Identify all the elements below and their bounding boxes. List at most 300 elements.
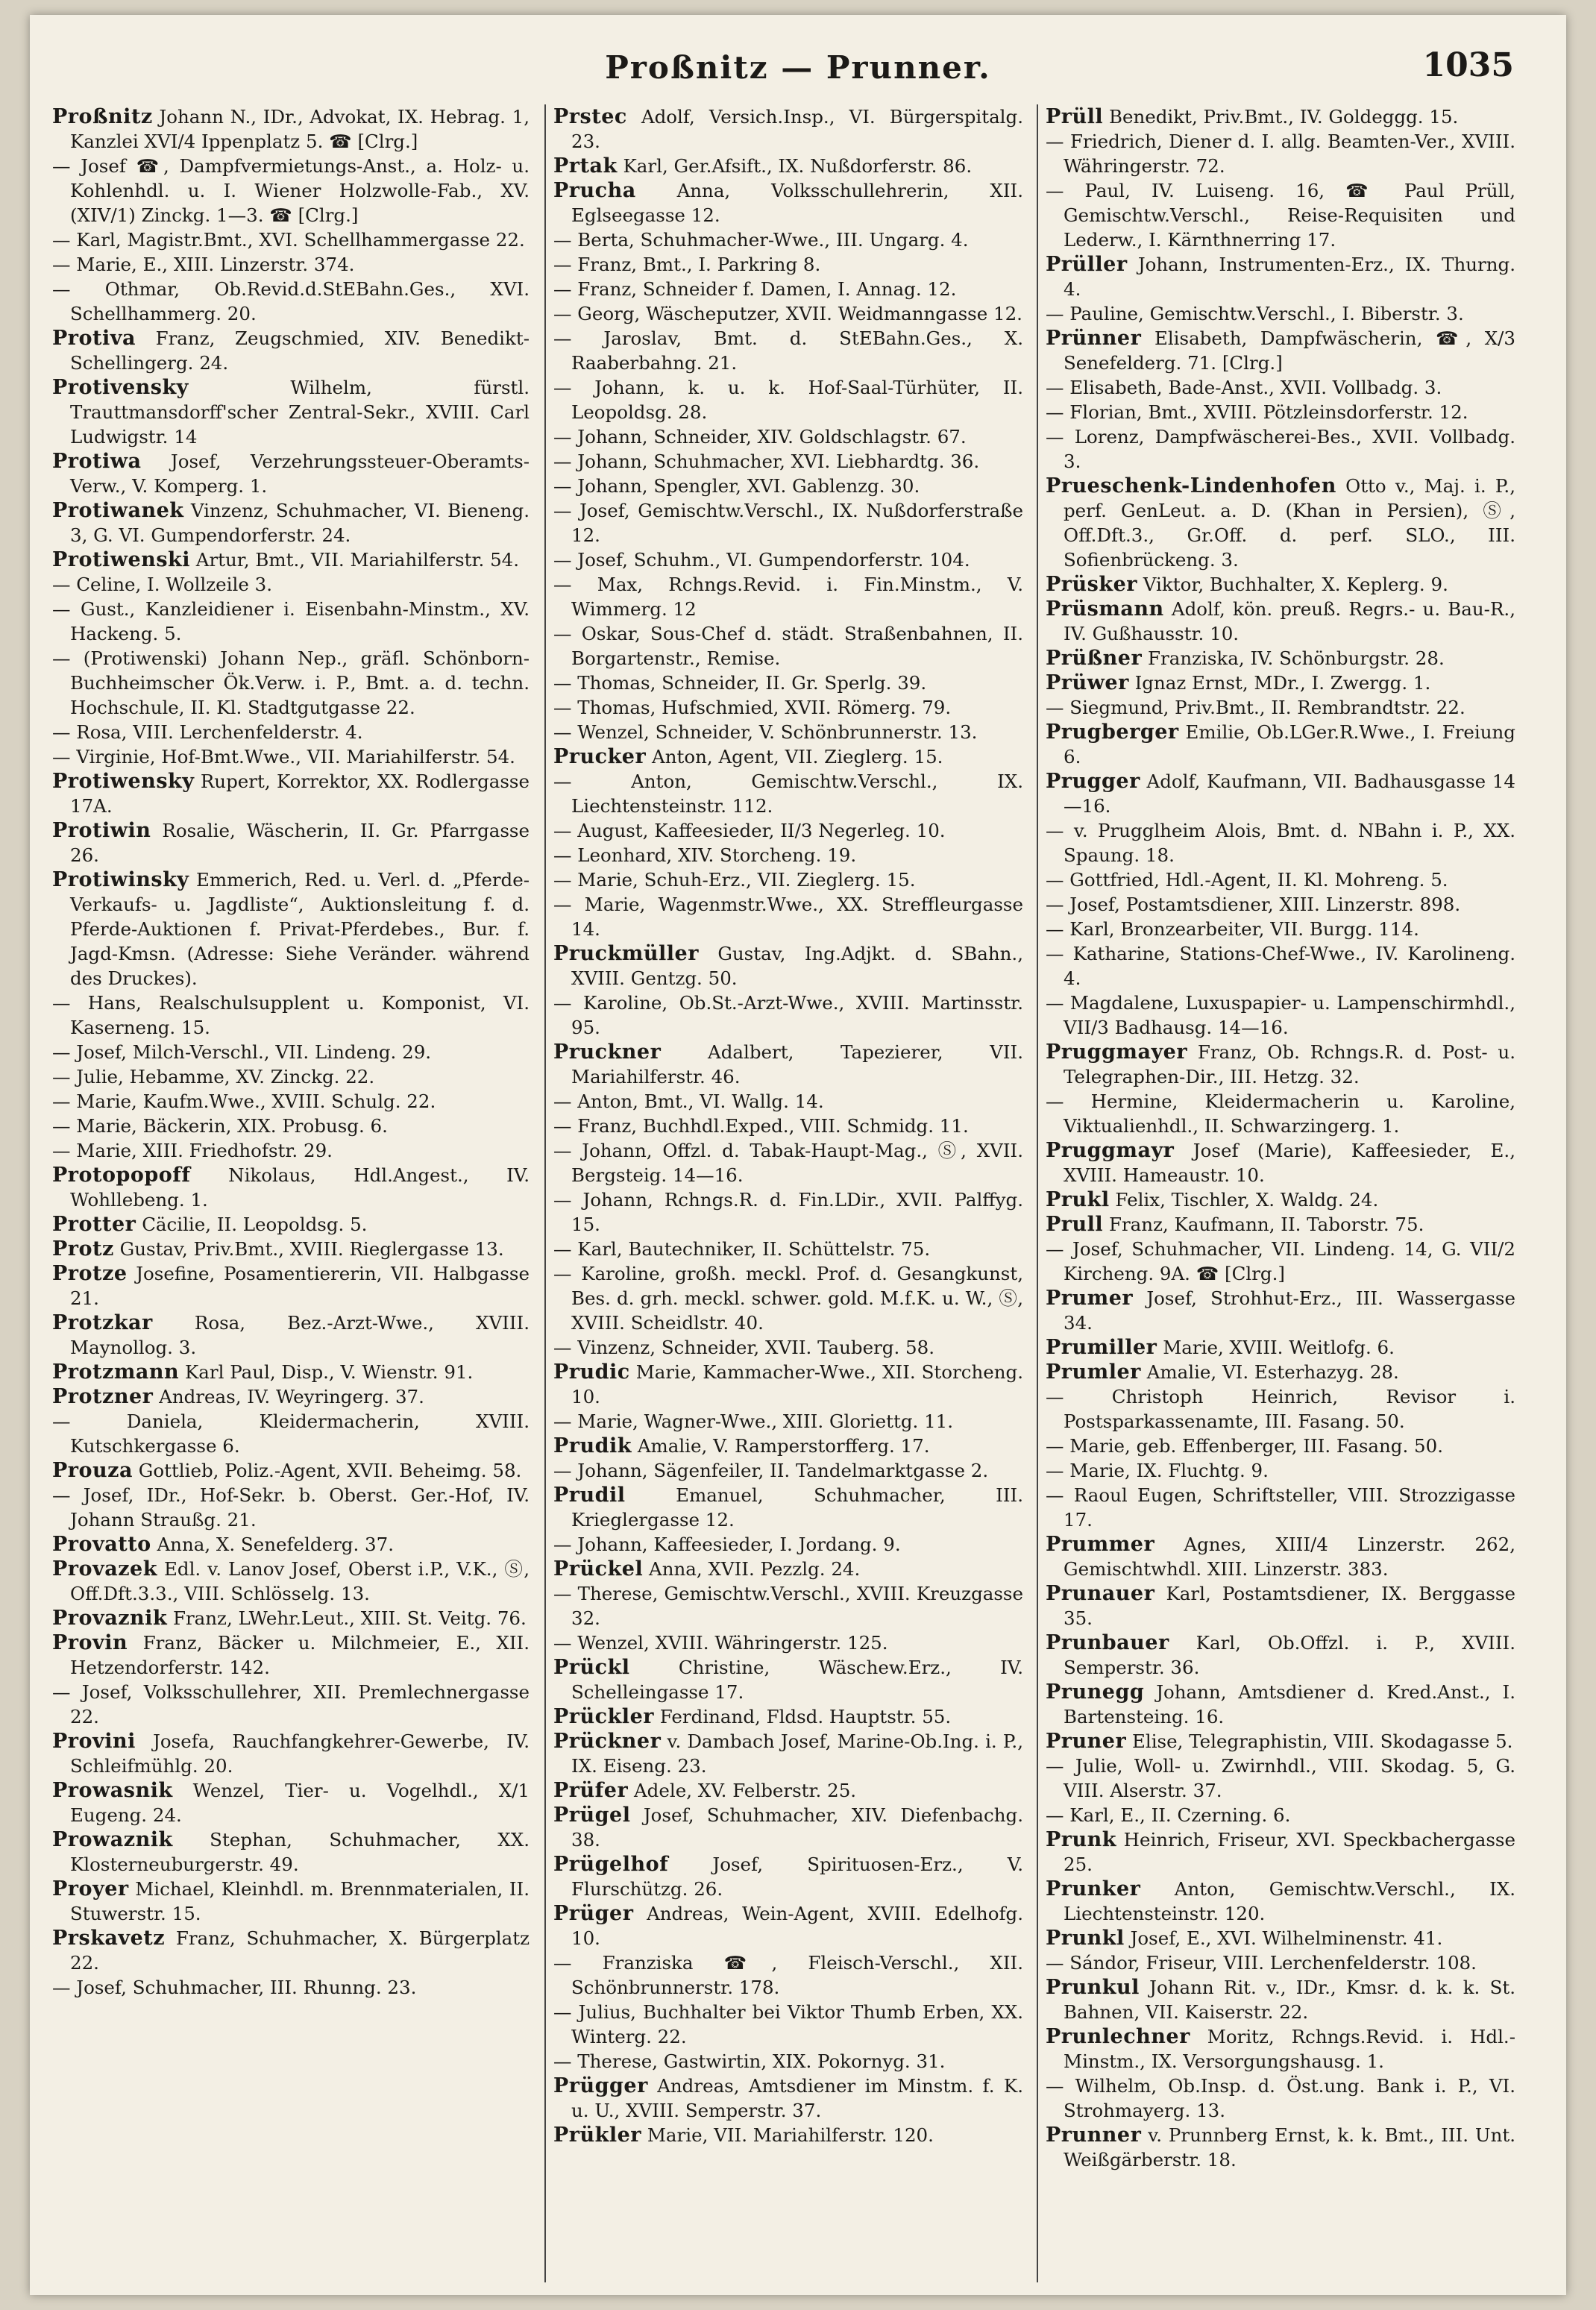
- directory-entry: [52, 1040, 530, 1064]
- entry-details: Marie, Kammacher-Wwe., XII. Storcheng. 10.: [571, 1361, 1023, 1407]
- directory-entry: [553, 1729, 1023, 1778]
- entry-details: — Katharine, Stations-Chef-Wwe., IV. Karolineng. 4.: [1046, 943, 1515, 989]
- directory-entry: [52, 1680, 530, 1729]
- entry-details: — Gust., Kanzleidiener i. Eisenbahn-Minstm., XV. Hackeng. 5.: [52, 598, 530, 644]
- entry-details: Anton, Gemischtw.Verschl., IX. Liechtensteinstr. 120.: [1064, 1878, 1515, 1924]
- directory-entry: [52, 1384, 530, 1409]
- entry-details: Amalie, V. Ramperstorfferg. 17.: [637, 1435, 930, 1457]
- entry-details: Johann N., IDr., Advokat, IX. Hebrag. 1, Kanzlei XVI/4 Ippenplatz 5. ☎ [Clrg.]: [70, 106, 530, 152]
- directory-entry: [553, 375, 1023, 424]
- entry-details: — August, Kaffeesieder, II/3 Negerleg. 10.: [553, 820, 946, 841]
- entry-surname: Prüsmann: [1046, 597, 1164, 621]
- directory-entry: [52, 1237, 530, 1261]
- directory-entry: [553, 1261, 1023, 1335]
- directory-entry: [52, 1606, 530, 1631]
- directory-entry: [553, 769, 1023, 818]
- entry-surname: Prückler: [553, 1705, 654, 1728]
- directory-entry: [553, 991, 1023, 1040]
- entry-details: Elisabeth, Dampfwäscherin, ☎, X/3 Senefelderg. 71. [Clrg.]: [1064, 327, 1515, 374]
- directory-entry: [553, 695, 1023, 720]
- directory-entry: [553, 1901, 1023, 1950]
- directory-entry: [1046, 1926, 1515, 1950]
- directory-entry: [1046, 1458, 1515, 1483]
- entry-surname: Prüfer: [553, 1779, 629, 1802]
- directory-entry: [1046, 1680, 1515, 1729]
- entry-details: — Marie, Bäckerin, XIX. Probusg. 6.: [52, 1115, 388, 1137]
- entry-surname: Protiwensky: [52, 770, 195, 793]
- directory-entry: [52, 646, 530, 720]
- directory-entry: [1046, 1877, 1515, 1926]
- entry-details: — Marie, Kaufm.Wwe., XVIII. Schulg. 22.: [52, 1090, 436, 1112]
- directory-entry: [553, 941, 1023, 991]
- entry-details: — (Protiwenski) Johann Nep., gräfl. Schönborn-Buchheimscher Ök.Verw. i. P., Bmt. a. d. techn. Hochschule, II. Kl. Stadtgutgasse 22.: [52, 647, 530, 718]
- entry-details: — Leonhard, XIV. Storcheng. 19.: [553, 844, 857, 866]
- page-header: [30, 36, 1566, 103]
- directory-entry: [553, 1360, 1023, 1409]
- directory-entry: [553, 277, 1023, 301]
- entry-details: — Marie, E., XIII. Linzerstr. 374.: [52, 254, 355, 275]
- directory-entry: [553, 449, 1023, 474]
- entry-details: — Marie, Schuh-Erz., VII. Zieglerg. 15.: [553, 869, 916, 891]
- entry-details: — Josef ☎, Dampfvermietungs-Anst., a. Holz- u. Kohlenhdl. u. I. Wiener Holzwolle-Fab., XV. (XIV/1) Zinckg. 1—3. ☎ [Clrg.]: [52, 155, 530, 226]
- entry-details: — Daniela, Kleidermacherin, XVIII. Kutschkergasse 6.: [52, 1410, 530, 1457]
- entry-details: Viktor, Buchhalter, X. Keplerg. 9.: [1143, 574, 1448, 595]
- entry-surname: Protzkar: [52, 1311, 153, 1334]
- entry-details: v. Dambach Josef, Marine-Ob.Ing. i. P., IX. Eiseng. 23.: [571, 1730, 1023, 1777]
- entry-surname: Prunbauer: [1046, 1631, 1169, 1654]
- entry-details: Adele, XV. Felberstr. 25.: [633, 1780, 857, 1801]
- directory-entry: [553, 2000, 1023, 2049]
- directory-entry: [52, 1827, 530, 1877]
- directory-entry: [553, 1852, 1023, 1901]
- entry-details: Gottlieb, Poliz.-Agent, XVII. Beheimg. 58.: [138, 1460, 522, 1481]
- directory-entry: [52, 1458, 530, 1483]
- directory-entry: [52, 104, 530, 154]
- directory-entry: [553, 1187, 1023, 1237]
- entry-details: Adolf, Versich.Insp., VI. Bürgerspitalg. 23.: [571, 106, 1023, 152]
- entry-surname: Provin: [52, 1631, 128, 1654]
- entry-details: — Johann, Sägenfeiler, II. Tandelmarktgasse 2.: [553, 1460, 989, 1481]
- directory-entry: [553, 547, 1023, 572]
- entry-details: Anton, Agent, VII. Zieglerg. 15.: [652, 746, 943, 768]
- entry-surname: Pruggmayer: [1046, 1041, 1188, 1064]
- entry-surname: Protter: [52, 1213, 136, 1236]
- entry-surname: Prukl: [1046, 1188, 1110, 1211]
- entry-surname: Prüsker: [1046, 573, 1137, 596]
- entry-details: Karl Paul, Disp., V. Wienstr. 91.: [184, 1361, 474, 1383]
- directory-entry: [553, 1409, 1023, 1434]
- entry-surname: Prunlechner: [1046, 2025, 1190, 2048]
- directory-entry: [1046, 400, 1515, 424]
- entry-details: — Berta, Schuhmacher-Wwe., III. Ungarg. 4.: [553, 229, 969, 251]
- entry-details: Andreas, IV. Weyringerg. 37.: [159, 1386, 424, 1407]
- directory-entry: [553, 1483, 1023, 1532]
- entry-details: — Johann, Spengler, XVI. Gablenzg. 30.: [553, 475, 920, 497]
- entry-details: Josef, Schuhmacher, XIV. Diefenbachg. 38.: [571, 1804, 1023, 1851]
- entry-details: — Marie, IX. Fluchtg. 9.: [1046, 1460, 1269, 1481]
- entry-details: Felix, Tischler, X. Waldg. 24.: [1115, 1189, 1379, 1211]
- entry-details: — Johann, Schneider, XIV. Goldschlagstr. 67.: [553, 426, 967, 448]
- entry-surname: Provini: [52, 1730, 136, 1753]
- entry-surname: Prückl: [553, 1656, 630, 1679]
- entry-details: — Wenzel, XVIII. Währingerstr. 125.: [553, 1632, 888, 1654]
- entry-surname: Prumler: [1046, 1360, 1141, 1384]
- entry-surname: Prückner: [553, 1730, 662, 1753]
- directory-entry: [52, 744, 530, 769]
- entry-details: — Josef, Volksschullehrer, XII. Premlechnergasse 22.: [52, 1681, 530, 1727]
- directory-entry: [1046, 1212, 1515, 1237]
- directory-entry: [553, 1237, 1023, 1261]
- entry-surname: Protze: [52, 1262, 128, 1285]
- directory-entry: [52, 1138, 530, 1163]
- directory-entry: [553, 621, 1023, 671]
- directory-entry: [1046, 1803, 1515, 1827]
- directory-entry: [553, 498, 1023, 547]
- entry-details: — Jaroslav, Bmt. d. StEBahn.Ges., X. Raaberbahng. 21.: [553, 327, 1023, 374]
- directory-entry: [553, 1089, 1023, 1114]
- entry-surname: Prugger: [1046, 770, 1140, 793]
- entry-surname: Prull: [1046, 1213, 1104, 1236]
- entry-details: Marie, VII. Mariahilferstr. 120.: [647, 2124, 934, 2146]
- directory-entry: [553, 1581, 1023, 1631]
- entry-details: — Franz, Schneider f. Damen, I. Annag. 12.: [553, 278, 957, 300]
- directory-entry: [52, 449, 530, 498]
- directory-entry: [553, 720, 1023, 744]
- entry-details: — Karl, Magistr.Bmt., XVI. Schellhammergasse 22.: [52, 229, 525, 251]
- directory-entry: [52, 375, 530, 449]
- entry-details: Franz, LWehr.Leut., XIII. St. Veitg. 76.: [172, 1607, 527, 1629]
- column-middle: [544, 104, 1023, 2282]
- directory-entry: [1046, 1138, 1515, 1187]
- directory-entry: [553, 1557, 1023, 1581]
- entry-details: Josef, E., XVI. Wilhelminenstr. 41.: [1130, 1927, 1443, 1949]
- entry-surname: Protiva: [52, 327, 136, 350]
- entry-details: — Karoline, Ob.St.-Arzt-Wwe., XVIII. Martinsstr. 95.: [553, 992, 1023, 1038]
- directory-entry: [52, 1114, 530, 1138]
- directory-entry: [52, 1729, 530, 1778]
- entry-details: — Celine, I. Wollzeile 3.: [52, 574, 272, 595]
- entry-surname: Prouza: [52, 1459, 133, 1482]
- entry-surname: Prudic: [553, 1360, 630, 1384]
- entry-details: Artur, Bmt., VII. Mariahilferstr. 54.: [195, 549, 520, 571]
- entry-details: Johann, Amtsdiener d. Kred.Anst., I. Bartensteing. 16.: [1064, 1681, 1515, 1727]
- entry-details: — Julius, Buchhalter bei Viktor Thumb Erben, XX. Winterg. 22.: [553, 2001, 1023, 2047]
- entry-details: Rupert, Korrektor, XX. Rodlergasse 17A.: [70, 770, 530, 817]
- directory-entry: [52, 1261, 530, 1311]
- entry-details: Gustav, Ing.Adjkt. d. SBahn., XVIII. Gentzg. 50.: [571, 943, 1023, 989]
- entry-details: — Raoul Eugen, Schriftsteller, VIII. Strozzigasse 17.: [1046, 1484, 1515, 1531]
- entry-details: — Gottfried, Hdl.-Agent, II. Kl. Mohreng. 5.: [1046, 869, 1448, 891]
- directory-entry: [52, 326, 530, 375]
- directory-entry: [553, 2074, 1023, 2123]
- directory-entry: [52, 867, 530, 991]
- entry-details: — v. Prugglheim Alois, Bmt. d. NBahn i. P., XX. Spaung. 18.: [1046, 820, 1515, 866]
- entry-details: Adolf, Kaufmann, VII. Badhausgasse 14—16.: [1064, 770, 1515, 817]
- entry-surname: Prunegg: [1046, 1680, 1145, 1704]
- entry-surname: Provaznik: [52, 1607, 168, 1630]
- entry-surname: Protiwa: [52, 450, 142, 473]
- entry-surname: Prunk: [1046, 1828, 1116, 1851]
- entry-surname: Prunner: [1046, 2124, 1142, 2147]
- directory-entry: [1046, 2024, 1515, 2074]
- entry-surname: Proßnitz: [52, 105, 153, 128]
- entry-details: Rosa, Bez.-Arzt-Wwe., XVIII. Maynollog. 3.: [70, 1312, 530, 1358]
- directory-entry: [52, 720, 530, 744]
- entry-surname: Prumiller: [1046, 1336, 1157, 1359]
- entry-details: Franz, Zeugschmied, XIV. Benedikt-Schellingerg. 24.: [70, 327, 530, 374]
- entry-details: — Julie, Woll- u. Zwirnhdl., VIII. Skodag. 5, G. VIII. Alserstr. 37.: [1046, 1755, 1515, 1801]
- directory-entry: [553, 1138, 1023, 1187]
- entry-details: Anna, XVII. Pezzlg. 24.: [649, 1558, 861, 1580]
- directory-entry: [1046, 1631, 1515, 1680]
- directory-entry: [1046, 1040, 1515, 1089]
- directory-entry: [1046, 941, 1515, 991]
- directory-entry: [553, 2049, 1023, 2074]
- directory-entry: [52, 1163, 530, 1212]
- entry-details: — Josef, Milch-Verschl., VII. Lindeng. 29.: [52, 1041, 432, 1063]
- entry-details: Adalbert, Tapezierer, VII. Mariahilferstr. 46.: [571, 1041, 1023, 1087]
- entry-details: Josefine, Posamentiererin, VII. Halbgasse 21.: [70, 1263, 530, 1309]
- directory-entry: [1046, 1975, 1515, 2024]
- directory-entry: [553, 1040, 1023, 1089]
- entry-surname: Protopopoff: [52, 1164, 191, 1187]
- entry-surname: Protivensky: [52, 376, 189, 399]
- directory-entry: [553, 1532, 1023, 1557]
- entry-surname: Prügger: [553, 2074, 648, 2097]
- entry-surname: Provatto: [52, 1533, 151, 1556]
- entry-details: — Florian, Bmt., XVIII. Pötzleinsdorferstr. 12.: [1046, 401, 1468, 423]
- directory-entry: [1046, 867, 1515, 892]
- entry-details: — Rosa, VIII. Lerchenfelderstr. 4.: [52, 721, 363, 743]
- entry-details: Franz, Schuhmacher, X. Bürgerplatz 22.: [70, 1927, 530, 1974]
- directory-entry: [1046, 917, 1515, 941]
- directory-entry: [1046, 1950, 1515, 1975]
- directory-entry: [1046, 1237, 1515, 1286]
- entry-details: — Thomas, Hufschmied, XVII. Römerg. 79.: [553, 697, 952, 718]
- entry-surname: Pruggmayr: [1046, 1139, 1175, 1162]
- entry-details: Marie, XVIII. Weitlofg. 6.: [1163, 1337, 1395, 1358]
- page-number: 1035: [1422, 46, 1514, 84]
- entry-details: — Marie, Wagenmstr.Wwe., XX. Streffleurgasse 14.: [553, 894, 1023, 940]
- entry-surname: Prüger: [553, 1902, 634, 1925]
- directory-entry: [1046, 2074, 1515, 2123]
- directory-entry: [1046, 129, 1515, 178]
- entry-details: Christine, Wäschew.Erz., IV. Schelleingasse 17.: [571, 1657, 1023, 1703]
- entry-details: — Marie, XIII. Friedhofstr. 29.: [52, 1140, 333, 1161]
- directory-entry: [52, 1975, 530, 2000]
- directory-entry: [1046, 646, 1515, 671]
- entry-details: Franz, Ob. Rchngs.R. d. Post- u. Telegraphen-Dir., III. Hetzg. 32.: [1064, 1041, 1515, 1087]
- entry-surname: Protzmann: [52, 1360, 180, 1384]
- entry-surname: Protiwin: [52, 819, 151, 842]
- entry-details: Stephan, Schuhmacher, XX. Klosterneuburgerstr. 49.: [70, 1829, 530, 1875]
- entry-details: Heinrich, Friseur, XVI. Speckbachergasse 25.: [1064, 1829, 1515, 1875]
- entry-details: — Virginie, Hof-Bmt.Wwe., VII. Mariahilferstr. 54.: [52, 746, 515, 768]
- directory-entry: [553, 424, 1023, 449]
- entry-surname: Pruckner: [553, 1041, 662, 1064]
- entry-surname: Prucha: [553, 179, 636, 202]
- entry-details: Franziska, IV. Schönburgstr. 28.: [1148, 647, 1445, 669]
- directory-entry: [52, 1631, 530, 1680]
- entry-details: Emmerich, Red. u. Verl. d. „Pferde-Verkaufs- u. Jagdliste“, Auktionsleitung f. d. Pferde-Auktionen f. Privat-Pferdebes., Bur. f. Jagd-Kmsn. (Adresse: Siehe Veränder. während des Druckes).: [70, 869, 530, 989]
- entry-details: Wenzel, Tier- u. Vogelhdl., X/1 Eugeng. 24.: [70, 1780, 530, 1826]
- entry-surname: Prunkl: [1046, 1927, 1125, 1950]
- entry-surname: Prstec: [553, 105, 627, 128]
- directory-entry: [1046, 375, 1515, 400]
- entry-details: — Josef, Schuhmacher, III. Rhunng. 23.: [52, 1977, 417, 1998]
- directory-entry: [52, 1360, 530, 1384]
- entry-details: — Anton, Bmt., VI. Wallg. 14.: [553, 1090, 824, 1112]
- entry-details: Elise, Telegraphistin, VIII. Skodagasse 5.: [1132, 1730, 1513, 1752]
- entry-details: Otto v., Maj. i. P., perf. GenLeut. a. D. (Khan in Persien), Ⓢ, Off.Dft.3., Gr.Off. d. perf. SLO., III. Sofienbrückeng. 3.: [1064, 475, 1515, 571]
- directory-entry: [553, 843, 1023, 867]
- directory-entry: [1046, 1729, 1515, 1754]
- directory-entry: [553, 1335, 1023, 1360]
- directory-entry: [52, 1877, 530, 1926]
- entry-surname: Protz: [52, 1237, 114, 1261]
- entry-details: Vinzenz, Schuhmacher, VI. Bieneng. 3, G. VI. Gumpendorferstr. 24.: [70, 500, 530, 546]
- directory-entry: [1046, 1187, 1515, 1212]
- directory-entry: [1046, 1827, 1515, 1877]
- entry-surname: Proyer: [52, 1877, 129, 1901]
- directory-entry: [1046, 671, 1515, 695]
- entry-details: — Therese, Gastwirtin, XIX. Pokornyg. 31.: [553, 2050, 946, 2072]
- entry-details: Michael, Kleinhdl. m. Brennmaterialen, II. Stuwerstr. 15.: [70, 1878, 530, 1924]
- directory-entry: [553, 326, 1023, 375]
- entry-surname: Prskavetz: [52, 1927, 166, 1950]
- entry-surname: Prügelhof: [553, 1853, 669, 1876]
- entry-details: Karl, Ger.Afsift., IX. Nußdorferstr. 86.: [623, 155, 973, 177]
- entry-details: — Josef, Schuhm., VI. Gumpendorferstr. 104.: [553, 549, 970, 571]
- entry-details: — Julie, Hebamme, XV. Zinckg. 22.: [52, 1066, 375, 1087]
- directory-entry: [1046, 1089, 1515, 1138]
- directory-entry: [1046, 326, 1515, 375]
- directory-entry: [52, 1212, 530, 1237]
- directory-entry: [553, 474, 1023, 498]
- entry-details: Karl, Ob.Offzl. i. P., XVIII. Semperstr. 36.: [1064, 1632, 1515, 1678]
- directory-entry: [52, 154, 530, 227]
- entry-details: Moritz, Rchngs.Revid. i. Hdl.-Minstm., IX. Versorgungshausg. 1.: [1064, 2026, 1515, 2072]
- directory-entry: [1046, 597, 1515, 646]
- entry-details: — Max, Rchngs.Revid. i. Fin.Minstm., V. Wimmerg. 12: [553, 574, 1023, 620]
- entry-surname: Pruckmüller: [553, 942, 699, 965]
- entry-details: — Elisabeth, Bade-Anst., XVII. Vollbadg. 3.: [1046, 377, 1442, 398]
- entry-surname: Prudil: [553, 1484, 626, 1507]
- entry-surname: Prüll: [1046, 105, 1104, 128]
- entry-details: Emanuel, Schuhmacher, III. Krieglergasse 12.: [571, 1484, 1023, 1531]
- entry-details: — Karl, E., II. Czerning. 6.: [1046, 1804, 1291, 1826]
- directory-entry: [52, 1778, 530, 1827]
- directory-entry: [1046, 1335, 1515, 1360]
- column-left: [52, 104, 530, 2282]
- entry-details: — Josef, Postamtsdiener, XIII. Linzerstr. 898.: [1046, 894, 1461, 915]
- entry-details: — Josef, Gemischtw.Verschl., IX. Nußdorferstraße 12.: [553, 500, 1023, 546]
- directory-entry: [1046, 1434, 1515, 1458]
- directory-entry: [1046, 892, 1515, 917]
- entry-details: — Marie, geb. Effenberger, III. Fasang. 50.: [1046, 1435, 1444, 1457]
- directory-entry: [553, 301, 1023, 326]
- entry-details: — Johann, Kaffeesieder, I. Jordang. 9.: [553, 1534, 901, 1555]
- directory-entry: [553, 1950, 1023, 2000]
- directory-entry: [553, 227, 1023, 252]
- directory-entry: [1046, 301, 1515, 326]
- directory-entry: [553, 1803, 1023, 1852]
- entry-details: — Josef, Schuhmacher, VII. Lindeng. 14, G. VII/2 Kircheng. 9A. ☎ [Clrg.]: [1046, 1238, 1515, 1284]
- directory-entry: [553, 1704, 1023, 1729]
- directory-entry: [52, 1557, 530, 1606]
- entry-details: Anna, X. Senefelderg. 37.: [157, 1534, 394, 1555]
- entry-details: Josef, Spirituosen-Erz., V. Flurschützg. 26.: [571, 1854, 1023, 1900]
- entry-details: Rosalie, Wäscherin, II. Gr. Pfarrgasse 26.: [70, 820, 530, 866]
- entry-surname: Protzner: [52, 1385, 154, 1408]
- entry-details: — Anton, Gemischtw.Verschl., IX. Liechtensteinstr. 112.: [553, 770, 1023, 817]
- entry-details: Johann Rit. v., IDr., Kmsr. d. k. k. St. Bahnen, VII. Kaiserstr. 22.: [1064, 1977, 1515, 2023]
- entry-surname: Prünner: [1046, 327, 1142, 350]
- directory-entry: [1046, 1360, 1515, 1384]
- entry-surname: Protiwinsky: [52, 868, 189, 891]
- directory-entry: [52, 252, 530, 277]
- directory-entry: [1046, 991, 1515, 1040]
- directory-entry: [1046, 695, 1515, 720]
- entry-details: — Oskar, Sous-Chef d. städt. Straßenbahnen, II. Borgartenstr., Remise.: [553, 623, 1023, 669]
- entry-surname: Prüller: [1046, 253, 1128, 276]
- entry-details: Gustav, Priv.Bmt., XVIII. Rieglergasse 13.: [119, 1238, 504, 1260]
- entry-details: — Christoph Heinrich, Revisor i. Postsparkassenamte, III. Fasang. 50.: [1046, 1386, 1515, 1432]
- entry-surname: Prükler: [553, 2124, 642, 2147]
- entry-details: — Paul, IV. Luiseng. 16, ☎ Paul Prüll, Gemischtw.Verschl., Reise-Requisiten und Lederw., I. Kärnthnerring 17.: [1046, 180, 1515, 251]
- directory-entry: [52, 1409, 530, 1458]
- entry-details: Emilie, Ob.LGer.R.Wwe., I. Freiung 6.: [1064, 721, 1515, 768]
- directory-entry: [1046, 1286, 1515, 1335]
- directory-entry: [1046, 1384, 1515, 1434]
- entry-surname: Prüßner: [1046, 647, 1143, 670]
- entry-details: Josef, Strohhut-Erz., III. Wassergasse 34.: [1064, 1287, 1515, 1334]
- entry-details: — Hans, Realschulsupplent u. Komponist, VI. Kaserneng. 15.: [52, 992, 530, 1038]
- entry-details: Josef (Marie), Kaffeesieder, E., XVIII. Hameaustr. 10.: [1064, 1140, 1515, 1186]
- directory-entry: [553, 1655, 1023, 1704]
- entry-surname: Prudik: [553, 1434, 632, 1457]
- directory-entry: [52, 1483, 530, 1532]
- entry-details: Edl. v. Lanov Josef, Oberst i.P., V.K., Ⓢ, Off.Dft.3.3., VIII. Schlösselg. 13.: [70, 1558, 530, 1604]
- directory-entry: [1046, 474, 1515, 572]
- directory-entry: [553, 1458, 1023, 1483]
- entry-details: — Therese, Gemischtw.Verschl., XVIII. Kreuzgasse 32.: [553, 1583, 1023, 1629]
- entry-surname: Prummer: [1046, 1533, 1155, 1556]
- entry-surname: Prtak: [553, 154, 618, 178]
- directory-entry: [52, 991, 530, 1040]
- directory-entry: [52, 818, 530, 867]
- entry-surname: Provazek: [52, 1557, 157, 1581]
- entry-details: — Magdalene, Luxuspapier- u. Lampenschirmhdl., VII/3 Badhausg. 14—16.: [1046, 992, 1515, 1038]
- entry-details: — Lorenz, Dampfwäscherei-Bes., XVII. Vollbadg. 3.: [1046, 426, 1515, 472]
- entry-details: Ignaz Ernst, MDr., I. Zwergg. 1.: [1134, 672, 1431, 694]
- directory-entry: [553, 178, 1023, 227]
- entry-surname: Prugberger: [1046, 721, 1179, 744]
- entry-surname: Pruner: [1046, 1730, 1127, 1753]
- directory-entry: [52, 1064, 530, 1089]
- entry-details: — Siegmund, Priv.Bmt., II. Rembrandtstr. 22.: [1046, 697, 1465, 718]
- entry-surname: Prueschenk-Lindenhofen: [1046, 474, 1336, 498]
- directory-entry: [553, 671, 1023, 695]
- entry-details: — Sándor, Friseur, VIII. Lerchenfelderstr. 108.: [1046, 1952, 1477, 1974]
- entry-details: Josefa, Rauchfangkehrer-Gewerbe, IV. Schleifmühlg. 20.: [70, 1730, 530, 1777]
- entry-surname: Prowaznik: [52, 1828, 173, 1851]
- directory-entry: [553, 252, 1023, 277]
- directory-entry: [553, 744, 1023, 769]
- entry-details: v. Prunnberg Ernst, k. k. Bmt., III. Unt. Weißgärberstr. 18.: [1064, 2124, 1515, 2171]
- entry-details: — Pauline, Gemischtw.Verschl., I. Biberstr. 3.: [1046, 303, 1464, 324]
- entry-details: Franz, Bäcker u. Milchmeier, E., XII. Hetzendorferstr. 142.: [70, 1632, 530, 1678]
